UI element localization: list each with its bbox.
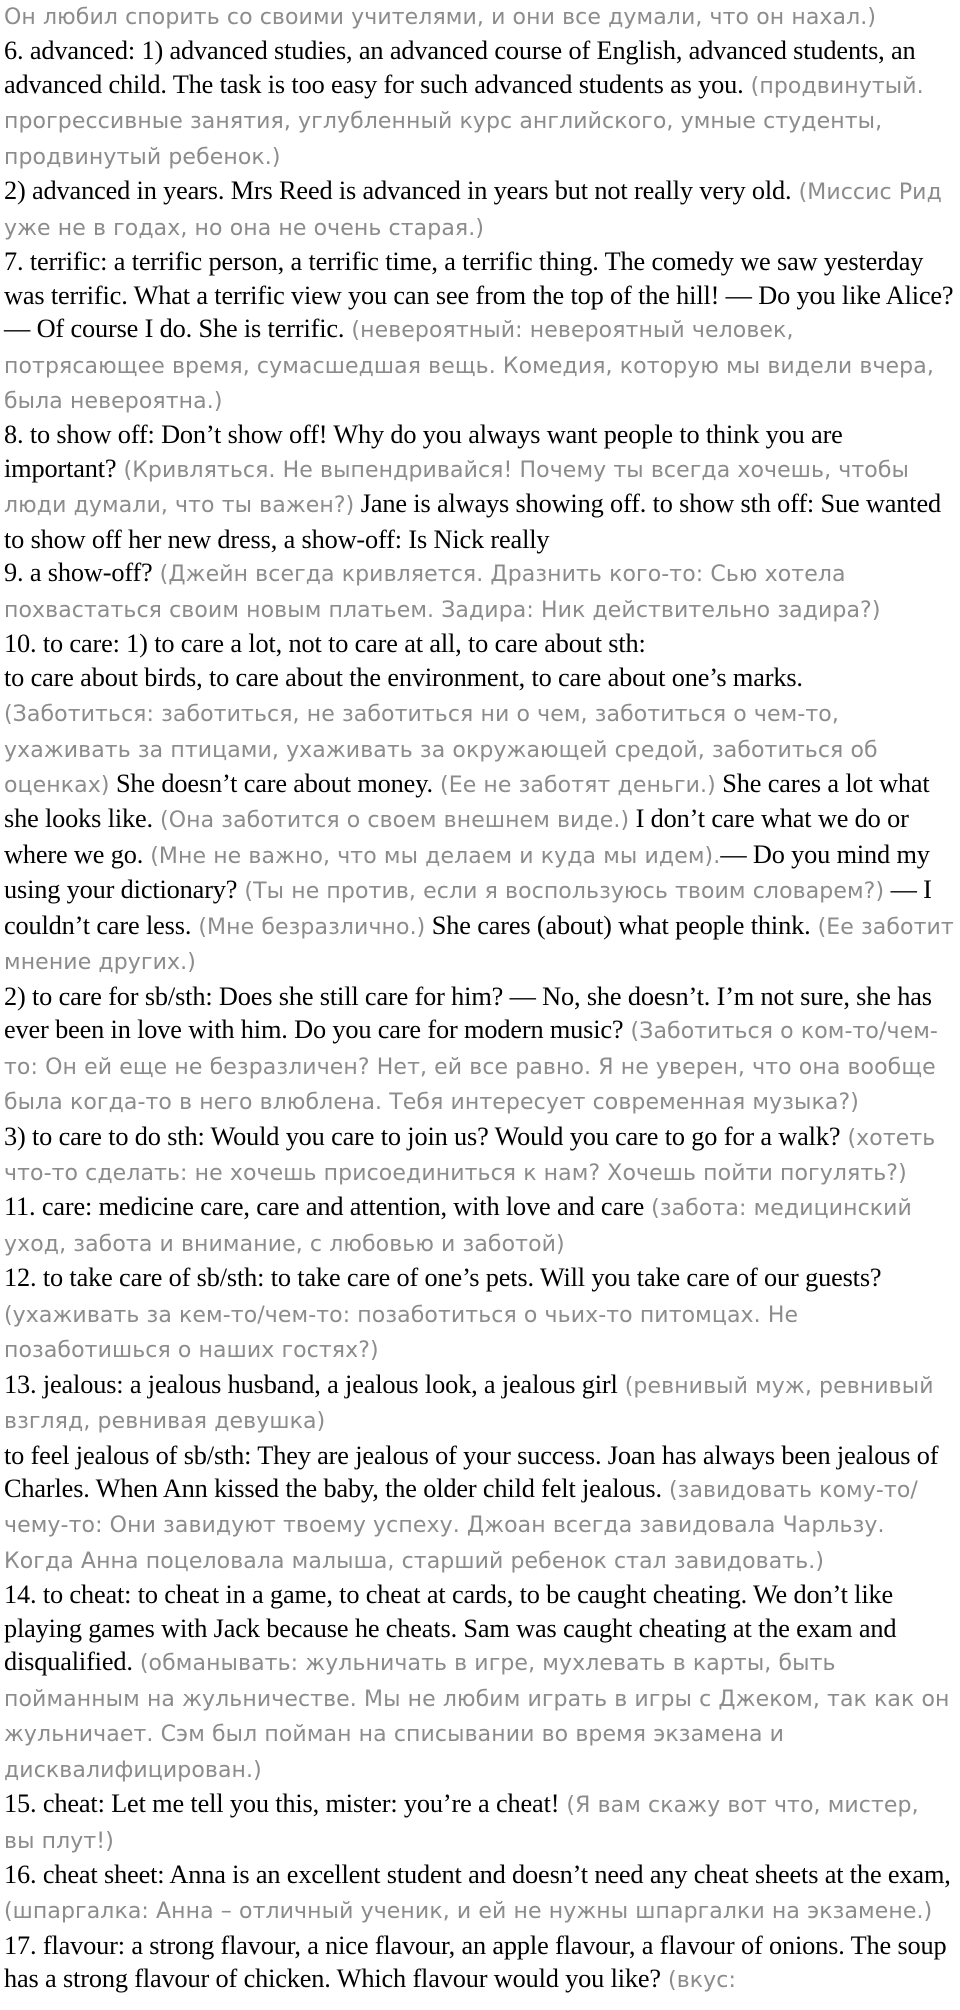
vocabulary-paragraph — [4, 1120, 954, 1191]
english-text: 15. cheat: Let me tell you this, mister: you’re a cheat! — [4, 1789, 560, 1819]
english-text: — I couldn’t care less. — [4, 875, 932, 940]
english-text: 10. to care: 1) to care a lot, not to care at all, to care about sth: — [4, 629, 646, 659]
vocabulary-paragraph — [4, 1929, 954, 1998]
russian-translation: (Я вам скажу вот что, мистер, вы плут!) — [4, 1793, 919, 1854]
vocabulary-paragraph — [4, 980, 954, 1120]
english-text: Jane is always showing off. to show sth off: Sue wanted to show off her new dress, a show-off: Is Nick really — [4, 489, 941, 554]
russian-translation: (Заботиться о ком-то/чем-то: Он ей еще не безразличен? Нет, ей все равно. Я не уверен, что она вообще была когда-то в него влюблена. Тебя интересует современная музыка?) — [4, 1019, 938, 1116]
vocabulary-paragraph — [4, 245, 954, 418]
russian-translation: (Миссис Рид уже не в годах, но она не очень старая.) — [4, 180, 942, 241]
english-text: 7. terrific: a terrific person, a terrific time, a terrific thing. The comedy we saw yesterday was terrific. What a terrific view you can see from the top of the hill! — Do you like Alice? — Of course I do. She is terrific. — [4, 247, 954, 344]
english-text: 6. advanced: 1) advanced studies, an advanced course of English, advanced students, an advanced child. The task is too easy for such advanced students as you. — [4, 36, 916, 99]
russian-translation: (ухаживать за кем-то/чем-то: позаботиться о чьих-то питомцах. Не позаботишься о наших гостях?) — [4, 1302, 799, 1364]
russian-translation: (Ты не против, если я воспользуюсь твоим словарем?) — [237, 879, 885, 905]
russian-translation: (хотеть что-то сделать: не хочешь присоединиться к нам? Хочешь пойти погулять?) — [4, 1125, 936, 1186]
english-text: to feel jealous of sb/sth: They are jealous of your success. Joan has always been jealous of Charles. When Ann kissed the baby, the older child felt jealous. — [4, 1440, 939, 1504]
english-text: 9. a show-off? — [4, 558, 153, 588]
vocabulary-paragraph — [4, 1190, 954, 1261]
english-text: 2) to care for sb/sth: Does she still care for him? — No, she doesn’t. I’m not sure, she has ever been in love with him. Do you care for modern music? — [4, 981, 932, 1045]
russian-translation: (ревнивый муж, ревнивый взгляд, ревнивая девушка) — [4, 1373, 934, 1435]
vocabulary-paragraph — [4, 1858, 954, 1929]
vocabulary-paragraph — [4, 1368, 954, 1439]
english-text: I don’t care what we do or where we go. — [4, 804, 909, 869]
english-text: 12. to take care of sb/sth: to take care of one’s pets. Will you take care of our guests? — [4, 1263, 882, 1293]
english-text: 2) advanced in years. Mrs Reed is advanced in years but not really very old. — [4, 176, 792, 206]
russian-translation: (невероятный: невероятный человек, потрясающее время, сумасшедшая вещь. Комедия, которую мы видели вчера, была невероятна.) — [4, 318, 934, 414]
russian-translation: (Заботиться: заботиться, не заботиться ни о чем, заботиться о чем-то, ухаживать за птицами, ухаживать за окружающей средой, заботиться об оценках) — [4, 702, 878, 798]
english-text: 8. to show off: Don’t show off! Why do you always want people to think you are important? — [4, 420, 843, 483]
russian-translation: (вкус: — [660, 1968, 737, 1994]
russian-translation: (забота: медицинский уход, забота и внимание, с любовью и заботой) — [4, 1196, 912, 1257]
vocabulary-document — [4, 0, 954, 1998]
english-text: 3) to care to do sth: Would you care to join us? Would you care to go for a walk? — [4, 1121, 841, 1151]
russian-translation: (Мне не важно, что мы делаем и куда мы идем). — [143, 843, 721, 869]
vocabulary-paragraph — [4, 661, 954, 980]
russian-translation: (Ее заботит мнение других.) — [4, 914, 954, 976]
vocabulary-paragraph — [4, 174, 954, 245]
russian-translation: (Кривляться. Не выпендривайся! Почему ты всегда хочешь, чтобы люди думали, что ты важен?) — [4, 457, 909, 519]
english-text: to care about birds, to care about the environment, to care about one’s marks. — [4, 662, 803, 692]
russian-translation: (Она заботится о своем внешнем виде.) — [152, 808, 630, 834]
english-text: 16. cheat sheet: Anna is an excellent student and doesn’t need any cheat sheets at the exam, — [4, 1860, 951, 1890]
english-text: 13. jealous: a jealous husband, a jealous look, a jealous girl — [4, 1369, 618, 1399]
english-text: She cares (about) what people think. — [425, 910, 811, 940]
english-text: She cares a lot what she looks like. — [4, 768, 930, 834]
vocabulary-paragraph — [4, 1578, 954, 1787]
russian-translation: (продвинутый. прогрессивные занятия, углубленный курс английского, умные студенты, продвинутый ребенок.) — [4, 73, 924, 170]
vocabulary-paragraph — [4, 34, 954, 174]
vocabulary-paragraph — [4, 627, 954, 660]
vocabulary-paragraph — [4, 1787, 954, 1858]
vocabulary-paragraph — [4, 1439, 954, 1579]
russian-translation: (Джейн всегда кривляется. Дразнить кого-то: Сью хотела похвастаться своим новым платьем. Задира: Ник действительно задира?) — [4, 562, 881, 623]
english-text: — Do you mind my using your dictionary? — [4, 839, 930, 905]
english-text: 14. to cheat: to cheat in a game, to cheat at cards, to be caught cheating. We don’t like playing games with Jack because he cheats. Sam was caught cheating at the exam and disqualified. — [4, 1580, 897, 1677]
english-text: 17. flavour: a strong flavour, a nice flavour, an apple flavour, a flavour of onions. The soup has a strong flavour of chicken. Which flavour would you like? — [4, 1930, 947, 1994]
russian-translation: (Мне безразлично.) — [191, 914, 426, 940]
vocabulary-paragraph — [4, 1261, 954, 1367]
vocabulary-paragraph — [4, 0, 954, 34]
russian-translation: Он любил спорить со своими учителями, и они все думали, что он нахал.) — [4, 5, 877, 30]
vocabulary-paragraph — [4, 418, 954, 556]
russian-translation: (Ее не заботят деньги.) — [432, 772, 716, 798]
russian-translation: (шпаргалка: Анна – отличный ученик, и ей не нужны шпаргалки на экзамене.) — [4, 1899, 933, 1925]
russian-translation: (завидовать кому-то/чему-то: Они завидуют твоему успеху. Джоан всегда завидовала Чарльзу. Когда Анна поцеловала малыша, старший ребенок стал завидовать.) — [4, 1478, 918, 1574]
english-text: She doesn’t care about money. — [109, 768, 433, 798]
english-text: 11. care: medicine care, care and attention, with love and care — [4, 1192, 645, 1222]
russian-translation: (обманывать: жульничать в игре, мухлевать в карты, быть пойманным на жульничестве. Мы не любим играть в игры с Джеком, так как он жульничает. Сэм был пойман на списывании во время экзамена и дисквалифицирован.) — [4, 1651, 950, 1783]
vocabulary-paragraph — [4, 556, 954, 627]
